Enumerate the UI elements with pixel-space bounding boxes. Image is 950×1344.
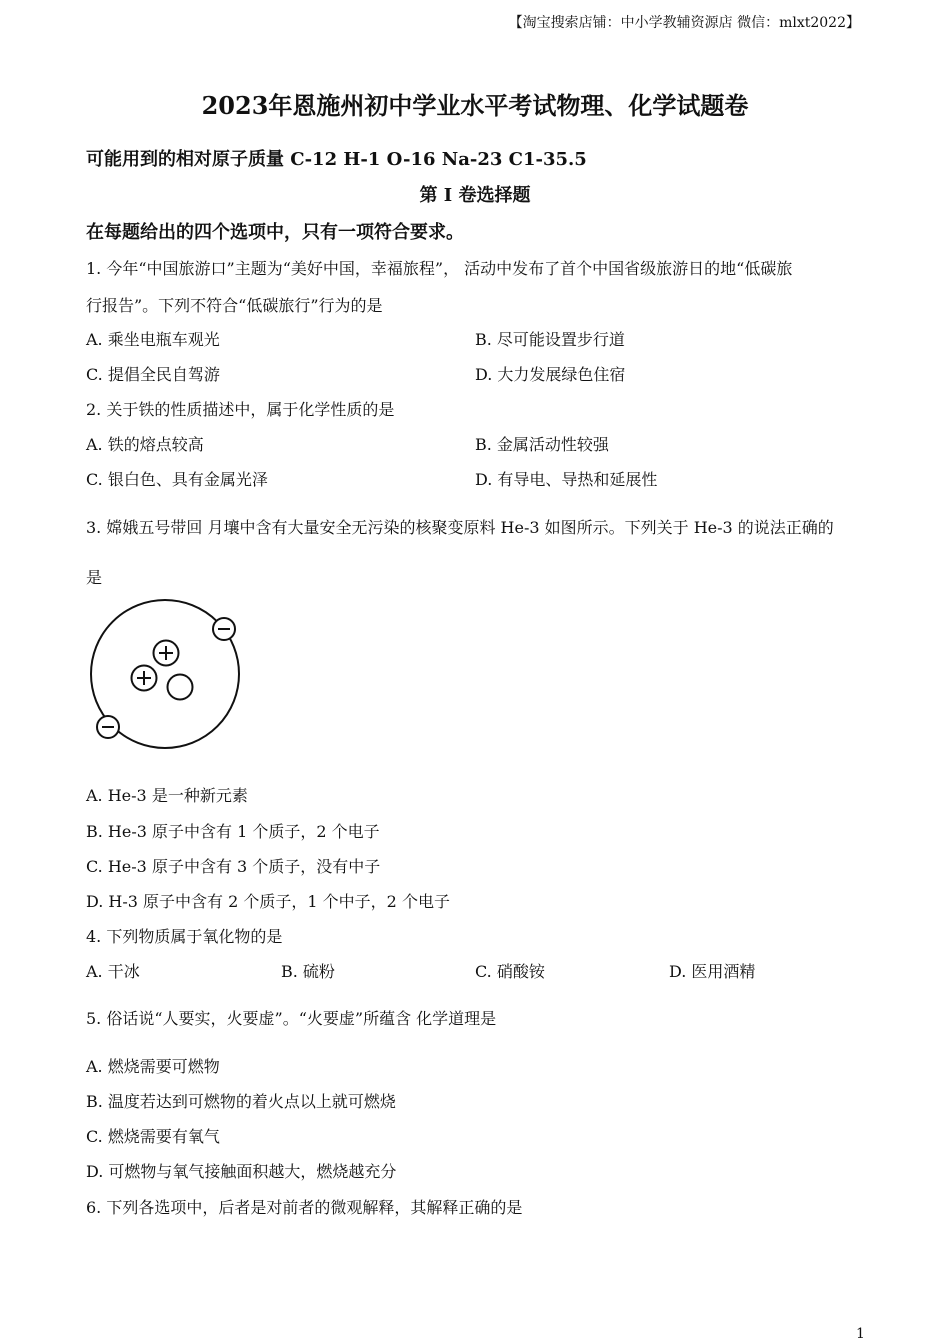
q2-option-d: D. 有导电、导热和延展性 xyxy=(475,470,658,489)
proton-upper-icon xyxy=(154,641,179,666)
q3-option-b: B. He-3 原子中含有 1 个质子，2 个电子 xyxy=(86,822,380,841)
q1-option-c: C. 提倡全民自驾游 xyxy=(86,365,220,384)
neutron-icon xyxy=(168,675,193,700)
q3-option-c: C. He-3 原子中含有 3 个质子，没有中子 xyxy=(86,857,381,876)
q5-stem: 5. 俗话说“人要实，火要虚”。“火要虚”所蕴含 化学道理是 xyxy=(86,1009,497,1028)
q6-stem: 6. 下列各选项中，后者是对前者的微观解释，其解释正确的是 xyxy=(86,1198,523,1217)
instruction: 在每题给出的四个选项中，只有一项符合要求。 xyxy=(86,222,464,243)
electron-bottom-left-icon xyxy=(97,716,119,738)
q3-option-d: D. H-3 原子中含有 2 个质子，1 个中子，2 个电子 xyxy=(86,892,450,911)
page-number: 1 xyxy=(856,1326,865,1342)
q1-option-d: D. 大力发展绿色住宿 xyxy=(475,365,626,384)
q5-option-c: C. 燃烧需要有氧气 xyxy=(86,1127,220,1146)
electron-top-right-icon xyxy=(213,618,235,640)
q3-option-a: A. He-3 是一种新元素 xyxy=(86,786,248,805)
q2-option-b: B. 金属活动性较强 xyxy=(475,435,609,454)
q4-option-b: B. 硫粉 xyxy=(281,962,335,981)
q2-option-c: C. 银白色、具有金属光泽 xyxy=(86,470,268,489)
q4-option-c: C. 硝酸铵 xyxy=(475,962,545,981)
q3-stem-line2: 是 xyxy=(86,568,103,587)
q4-option-a: A. 干冰 xyxy=(86,962,140,981)
q1-option-b: B. 尽可能设置步行道 xyxy=(475,330,625,349)
q2-stem: 2. 关于铁的性质描述中，属于化学性质的是 xyxy=(86,400,395,419)
q1-option-a: A. 乘坐电瓶车观光 xyxy=(86,330,220,349)
he3-atom-diagram xyxy=(86,596,246,756)
header-note: 【淘宝搜索店铺：中小学教辅资源店 微信：mlxt2022】 xyxy=(508,15,860,31)
q5-option-d: D. 可燃物与氧气接触面积越大，燃烧越充分 xyxy=(86,1162,397,1181)
q4-stem: 4. 下列物质属于氧化物的是 xyxy=(86,927,283,946)
section-heading: 第 I 卷选择题 xyxy=(419,185,531,206)
q1-stem-line2: 行报告”。下列不符合“低碳旅行”行为的是 xyxy=(86,296,383,315)
q3-stem-line1: 3. 嫦娥五号带回 月壤中含有大量安全无污染的核聚变原料 He-3 如图所示。下列关于 He-3 的说法正确的 xyxy=(86,518,834,537)
q5-option-b: B. 温度若达到可燃物的着火点以上就可燃烧 xyxy=(86,1092,396,1111)
q5-option-a: A. 燃烧需要可燃物 xyxy=(86,1057,220,1076)
q2-option-a: A. 铁的熔点较高 xyxy=(86,435,204,454)
q1-stem-line1: 1. 今年“中国旅游口”主题为“美好中国，幸福旅程”， 活动中发布了首个中国省级旅游日的地“低碳旅 xyxy=(86,259,793,278)
page-title: 2023年恩施州初中学业水平考试物理、化学试题卷 xyxy=(201,91,749,120)
proton-lower-icon xyxy=(132,666,157,691)
relative-atomic-masses: 可能用到的相对原子质量 C-12 H-1 O-16 Na-23 C1-35.5 xyxy=(86,149,587,170)
q4-option-d: D. 医用酒精 xyxy=(669,962,756,981)
